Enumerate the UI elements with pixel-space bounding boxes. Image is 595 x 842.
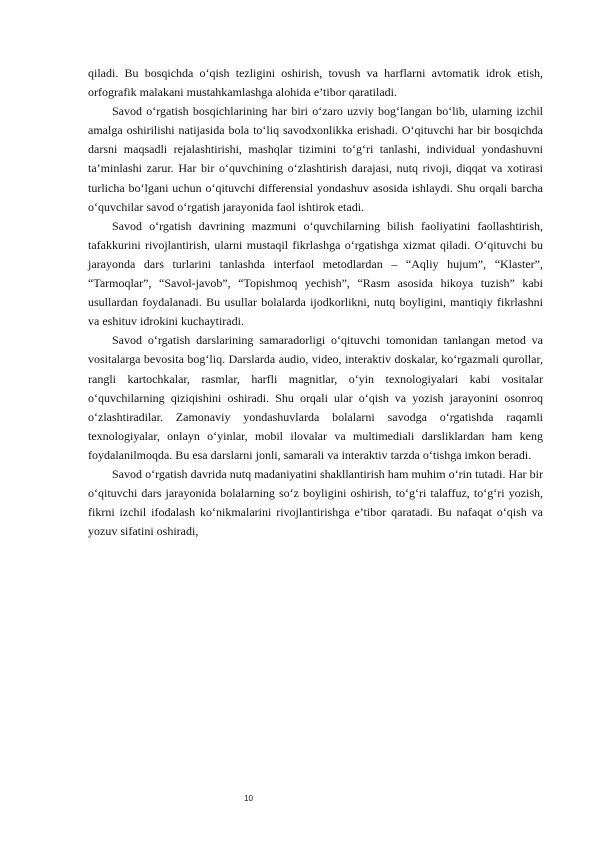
paragraph-1: qiladi. Bu bosqichda o‘qish tezligini oshirish, tovush va harflarni avtomatik idrok etish, orfografik malakani mustahkamlashga alohida e’tibor qaratiladi. [88,66,543,100]
page-number: 10 [244,794,253,803]
paragraph-2: Savod o‘rgatish bosqichlarining har biri o‘zaro uzviy bog‘langan bo‘lib, ularning izchil amalga oshirilishi natijasida bola to‘liq savodxonlikka erishadi. O‘qituvchi har bir bosqichda darsni maqsadli rejalashtirishi, mashqlar tizimini to‘g‘ri tanlashi, individual yondashuvni ta’minlashi zarur. Har bir o‘quvchining o‘zlashtirish darajasi, nutq rivoji, diqqat va xotirasi turlicha bo‘lgani uchun o‘qituvchi differensial yondashuv asosida ishlaydi. Shu orqali barcha o‘quvchilar savod o‘rgatish jarayonida faol ishtirok etadi. [88,104,543,214]
paragraph-4: Savod o‘rgatish darslarining samaradorligi o‘qituvchi tomonidan tanlangan metod va vositalarga bevosita bog‘liq. Darslarda audio, video, interaktiv doskalar, ko‘rgazmali qurollar, rangli kartochkalar, rasmlar, harfli magnitlar, o‘yin texnologiyalari kabi vositalar o‘quvchilarning qiziqishini oshiradi. Shu orqali ular o‘qish va yozish jarayonini osonroq o‘zlashtiradilar. Zamonaviy yondashuvlarda bolalarni savodga o‘rgatishda raqamli texnologiyalar, onlayn o‘yinlar, mobil ilovalar va multimediali darsliklardan ham keng foydalanilmoqda. Bu esa darslarni jonli, samarali va interaktiv tarzda o‘tishga imkon beradi. [88,333,543,462]
document-page [88,64,543,541]
paragraph-5: Savod o‘rgatish davrida nutq madaniyatini shakllantirish ham muhim o‘rin tutadi. Har bir o‘qituvchi dars jarayonida bolalarning so‘z boyligini oshirish, to‘g‘ri talaffuz, to‘g‘ri yozish, fikrni izchil ifodalash ko‘nikmalarini rivojlantirishga e’tibor qaratadi. Bu nafaqat o‘qish va yozuv sifatini oshiradi, [88,466,543,539]
paragraph-3: Savod o‘rgatish davrining mazmuni o‘quvchilarning bilish faoliyatini faollashtirish, tafakkurini rivojlantirish, ularni mustaqil fikrlashga o‘rgatishga xizmat qiladi. O‘qituvchi bu jarayonda dars turlarini tanlashda interfaol metodlardan – “Aqliy hujum”, “Klaster”, “Tarmoqlar”, “Savol-javob”, “Topishmoq yechish”, “Rasm asosida hikoya tuzish” kabi usullardan foydalanadi. Bu usullar bolalarda ijodkorlikni, nutq boyligini, mantiqiy fikrlashni va eshituv idrokini kuchaytiradi. [88,218,543,329]
